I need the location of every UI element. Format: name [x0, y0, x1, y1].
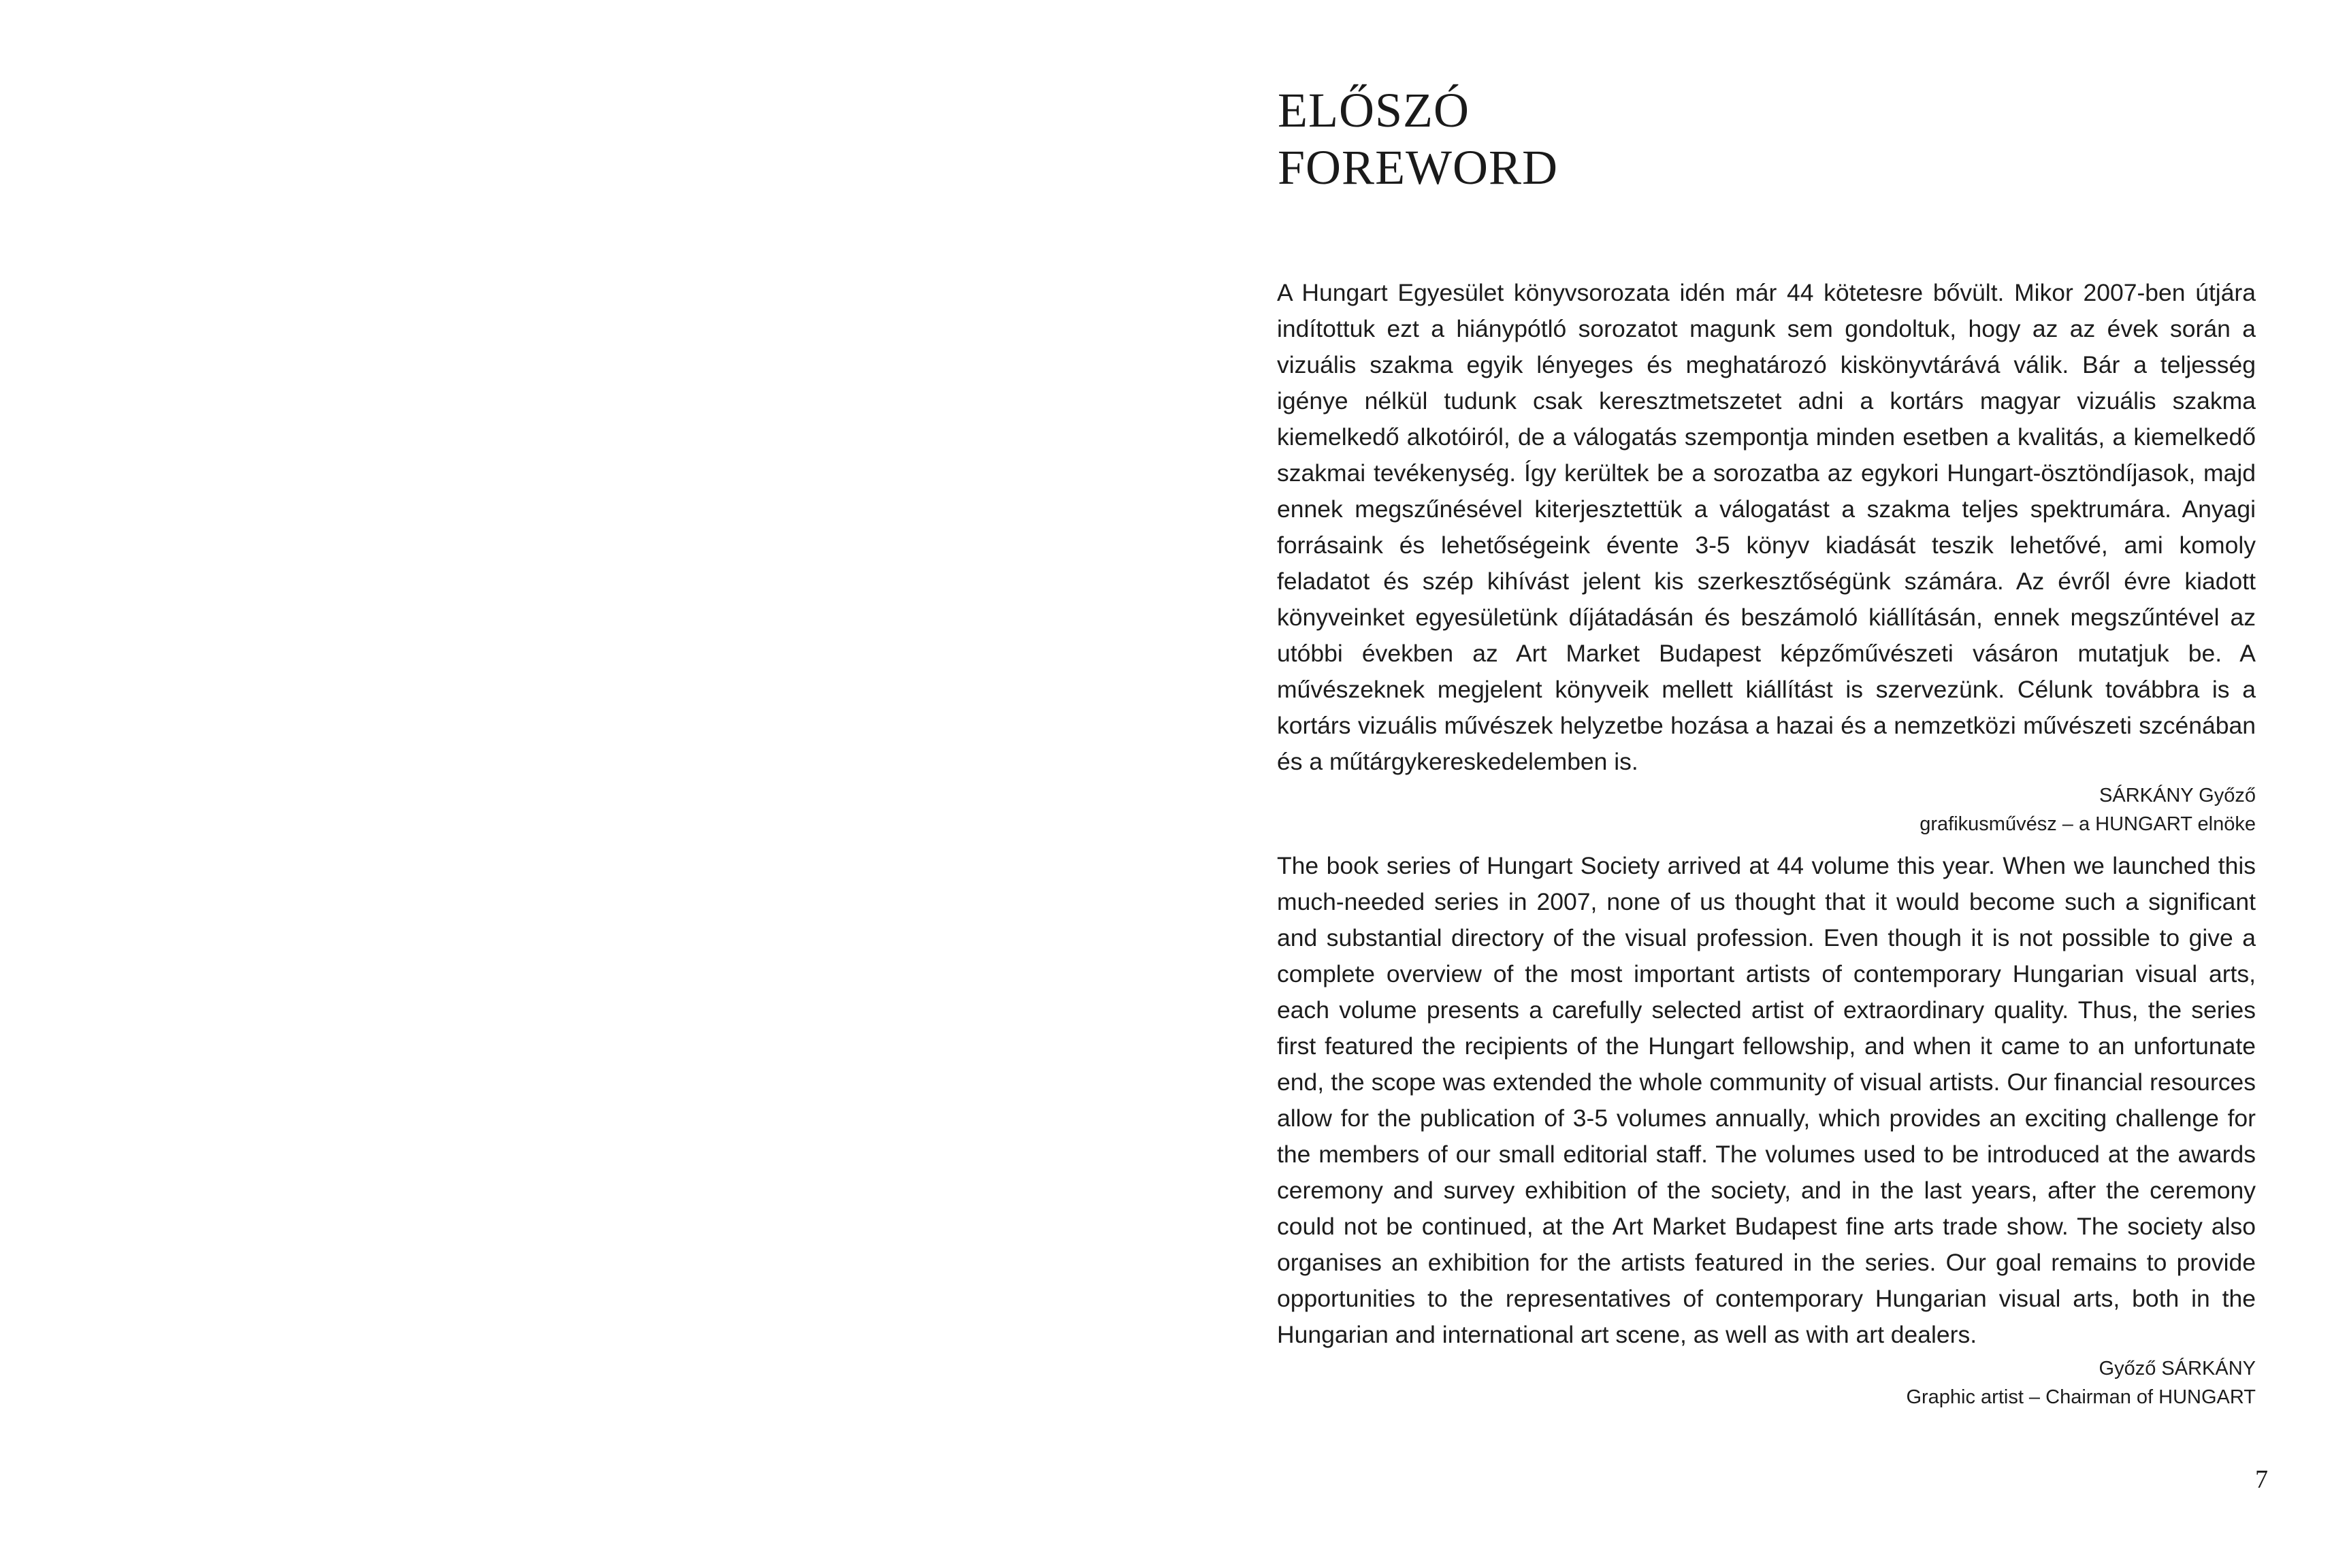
english-signature-name: Győző SÁRKÁNY	[2099, 1358, 2256, 1379]
hungarian-signature-role: grafikusművész – a HUNGART elnöke	[1920, 813, 2256, 835]
title-english: FOREWORD	[1278, 140, 1559, 195]
page-number: 7	[2255, 1465, 2268, 1494]
english-paragraph: The book series of Hungart Society arrived at 44 volume this year. When we launched this much-needed series in 2007, none of us thought that it would become such a significant and substantial directory of the visual profession. Even though it is not possible to give a complete overview of the most important artists of contemporary Hungarian visual arts, each volume presents a carefully selected artist of extraordinary quality. Thus, the series first featured the recipients of the Hungart fellowship, and when it came to an unfortunate end, the scope was extended the whole community of visual artists. Our financial resources allow for the publication of 3-5 volumes annually, which provides an exciting challenge for the members of our small editorial staff. The volumes used to be introduced at the awards ceremony and survey exhibition of the society, and in the last years, after the ceremony could not be continued, at the Art Market Budapest fine arts trade show. The society also organises an exhibition for the artists featured in the series. Our goal remains to provide opportunities to the representatives of contemporary Hungarian visual arts, both in the Hungarian and international art scene, as well as with art dealers.	[1277, 852, 2256, 1348]
hungarian-signature	[1277, 781, 2256, 838]
hungarian-signature-name: SÁRKÁNY Győző	[2099, 785, 2256, 806]
english-signature-role: Graphic artist – Chairman of HUNGART	[1906, 1386, 2256, 1408]
hungarian-paragraph: A Hungart Egyesület könyvsorozata idén már 44 kötetesre bővült. Mikor 2007-ben útjára indítottuk ezt a hiánypótló sorozatot magunk sem gondoltuk, hogy az az évek során a vizuális szakma egyik lényeges és meghatározó kiskönyvtárává válik. Bár a teljesség igénye nélkül tudunk csak keresztmetszetet adni a kortárs magyar vizuális szakma kiemelkedő alkotóiról, de a válogatás szempontja minden esetben a kvalitás, a kiemelkedő szakmai tevékenység. Így kerültek be a sorozatba az egykori Hungart-ösztöndíjasok, majd ennek megszűnésével kiterjesztettük a válogatást a szakma teljes spektrumára. Anyagi forrásaink és lehetőségeink évente 3-5 könyv kiadását teszik lehetővé, ami komoly feladatot és szép kihívást jelent kis szerkesztőségünk számára. Az évről évre kiadott könyveinket egyesületünk díjátadásán és beszámoló kiállításán, ennek megszűntével az utóbbi években az Art Market Budapest képzőművészeti vásáron mutatjuk be. A művészeknek megjelent könyveik mellett kiállítást is szervezünk. Célunk továbbra is a kortárs vizuális művészek helyzetbe hozása a hazai és a nemzetközi művészeti szcénában és a műtárgykereskedelemben is.	[1277, 279, 2256, 775]
title-hungarian: ELŐSZÓ	[1278, 83, 1470, 137]
right-page	[1166, 0, 2332, 1568]
english-foreword	[1277, 848, 2256, 1411]
page-title	[1278, 82, 2163, 196]
english-signature	[1277, 1354, 2256, 1411]
hungarian-foreword	[1277, 275, 2256, 838]
